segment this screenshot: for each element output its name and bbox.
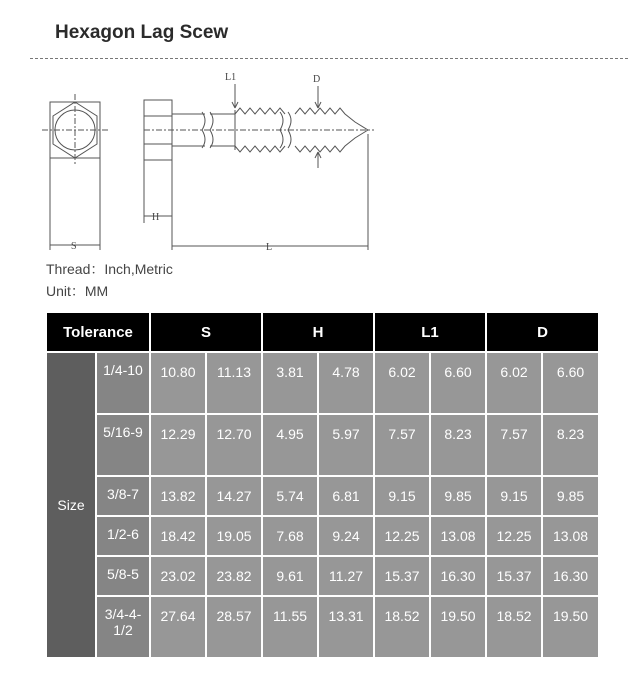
table-row [46, 516, 599, 556]
d-max: 16.30 [542, 556, 599, 596]
d-max: 6.60 [542, 352, 599, 414]
s-max: 19.05 [206, 516, 262, 556]
d-min: 12.25 [486, 516, 542, 556]
h-min: 4.95 [262, 414, 318, 476]
s-min: 10.80 [150, 352, 206, 414]
h-max: 6.81 [318, 476, 374, 516]
size-label: 3/4-4-1/2 [96, 596, 150, 658]
s-max: 12.70 [206, 414, 262, 476]
l-dimension-label: L [266, 242, 273, 253]
h-min: 11.55 [262, 596, 318, 658]
s-min: 27.64 [150, 596, 206, 658]
d-dimension-label: D [313, 74, 321, 85]
d-max: 8.23 [542, 414, 599, 476]
h-min: 7.68 [262, 516, 318, 556]
s-dimension-label: S [71, 241, 77, 252]
l1-min: 9.15 [374, 476, 430, 516]
s-min: 23.02 [150, 556, 206, 596]
table-row [46, 414, 599, 476]
l1-max: 19.50 [430, 596, 486, 658]
l1-min: 6.02 [374, 352, 430, 414]
s-min: 12.29 [150, 414, 206, 476]
s-min: 18.42 [150, 516, 206, 556]
d-min: 6.02 [486, 352, 542, 414]
size-label: 1/4-10 [96, 352, 150, 414]
h-min: 5.74 [262, 476, 318, 516]
h-max: 13.31 [318, 596, 374, 658]
d-min: 7.57 [486, 414, 542, 476]
s-max: 11.13 [206, 352, 262, 414]
table-header-row [46, 312, 599, 352]
header-d: D [486, 312, 599, 352]
unit-info: Unit：MM [46, 283, 109, 299]
d-max: 13.08 [542, 516, 599, 556]
s-min: 13.82 [150, 476, 206, 516]
h-max: 11.27 [318, 556, 374, 596]
l1-min: 7.57 [374, 414, 430, 476]
s-max: 14.27 [206, 476, 262, 516]
l1-dimension-label: L1 [225, 72, 237, 83]
page-title: Hexagon Lag Scew [55, 22, 229, 43]
s-max: 23.82 [206, 556, 262, 596]
h-dimension-label: H [152, 212, 160, 223]
size-label: 5/8-5 [96, 556, 150, 596]
h-max: 9.24 [318, 516, 374, 556]
h-min: 9.61 [262, 556, 318, 596]
s-max: 28.57 [206, 596, 262, 658]
table-row [46, 476, 599, 516]
h-max: 4.78 [318, 352, 374, 414]
d-min: 15.37 [486, 556, 542, 596]
l1-max: 16.30 [430, 556, 486, 596]
l1-max: 6.60 [430, 352, 486, 414]
dashed-divider [30, 58, 628, 59]
thread-info: Thread：Inch,Metric [46, 261, 173, 277]
l1-max: 9.85 [430, 476, 486, 516]
table-row [46, 556, 599, 596]
size-label: 3/8-7 [96, 476, 150, 516]
dimensions-table [45, 311, 600, 659]
l1-min: 12.25 [374, 516, 430, 556]
header-h: H [262, 312, 374, 352]
d-min: 18.52 [486, 596, 542, 658]
size-group-label: Size [46, 352, 96, 658]
d-max: 19.50 [542, 596, 599, 658]
header-l1: L1 [374, 312, 486, 352]
lag-screw-diagram [40, 68, 380, 253]
header-tolerance: Tolerance [46, 312, 150, 352]
l1-max: 8.23 [430, 414, 486, 476]
size-label: 1/2-6 [96, 516, 150, 556]
l1-min: 15.37 [374, 556, 430, 596]
d-max: 9.85 [542, 476, 599, 516]
l1-max: 13.08 [430, 516, 486, 556]
size-label: 5/16-9 [96, 414, 150, 476]
table-row [46, 596, 599, 658]
header-s: S [150, 312, 262, 352]
l1-min: 18.52 [374, 596, 430, 658]
h-max: 5.97 [318, 414, 374, 476]
h-min: 3.81 [262, 352, 318, 414]
d-min: 9.15 [486, 476, 542, 516]
table-row [46, 352, 599, 414]
